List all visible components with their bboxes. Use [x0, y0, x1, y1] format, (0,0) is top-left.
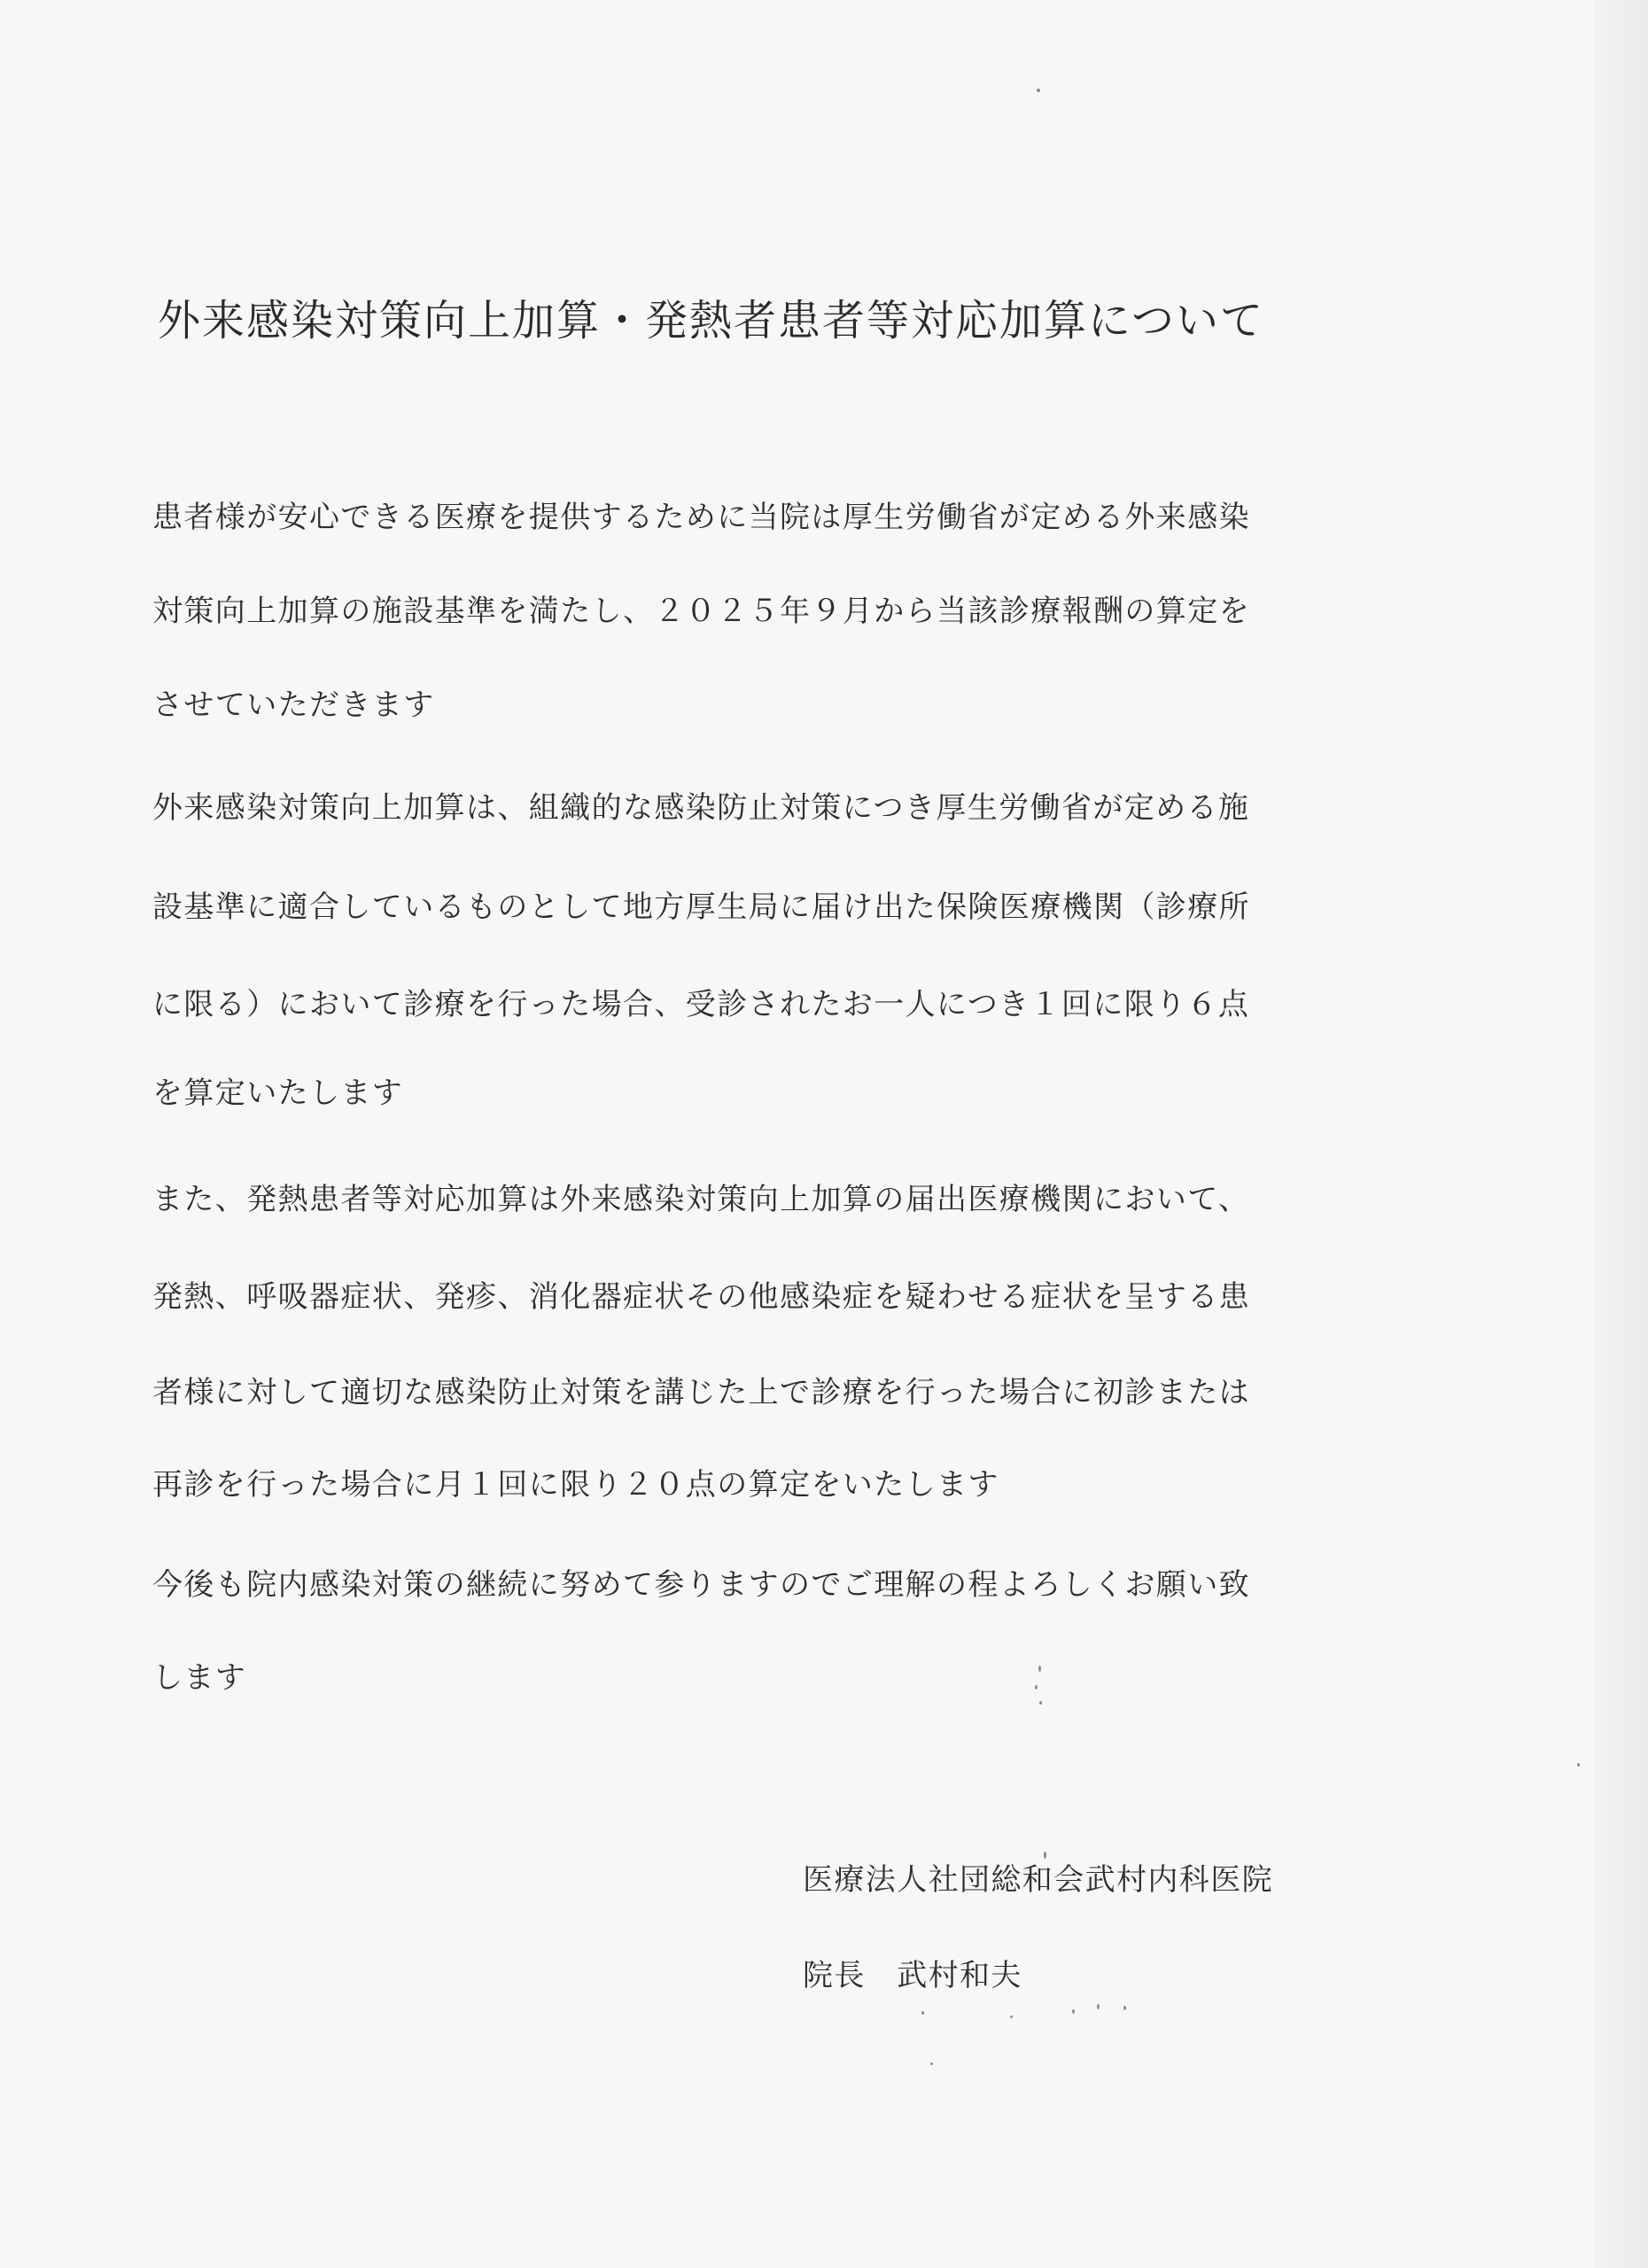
- scan-speck: [1123, 2006, 1126, 2010]
- body-line-1: 患者様が安心できる医療を提供するために当院は厚生労働省が定める外来感染: [152, 500, 1250, 535]
- scan-speck: [1035, 1685, 1038, 1689]
- body-line-6: に限る）において診療を行った場合、受診されたお一人につき１回に限り６点: [152, 987, 1250, 1022]
- scan-speck: [1037, 89, 1040, 92]
- body-line-7: を算定いたします: [152, 1076, 404, 1111]
- scan-speck: [1010, 2016, 1013, 2018]
- scan-speck: [1044, 1852, 1046, 1859]
- body-line-4: 外来感染対策向上加算は、組織的な感染防止対策につき厚生労働省が定める施: [152, 790, 1250, 826]
- body-line-9: 発熱、呼吸器症状、発疹、消化器症状その他感染症を疑わせる症状を呈する患: [152, 1279, 1250, 1315]
- scan-speck: [1039, 1701, 1042, 1705]
- scan-edge-shadow: [1595, 0, 1648, 2268]
- document-title: 外来感染対策向上加算・発熱者患者等対応加算について: [158, 296, 1265, 346]
- scan-speck: [1038, 1666, 1041, 1672]
- body-line-11: 再診を行った場合に月１回に限り２０点の算定をいたします: [152, 1467, 999, 1503]
- body-line-3: させていただきます: [152, 687, 435, 723]
- scan-speck: [921, 2011, 924, 2015]
- body-line-2: 対策向上加算の施設基準を満たし、２０２５年９月から当該診療報酬の算定を: [152, 594, 1250, 629]
- signature-director: 院長 武村和夫: [803, 1958, 1022, 1993]
- body-line-10: 者様に対して適切な感染防止対策を講じた上で診療を行った場合に初診または: [152, 1375, 1250, 1410]
- scan-speck: [1072, 2009, 1075, 2014]
- body-line-8: また、発熱患者等対応加算は外来感染対策向上加算の届出医療機関において、: [152, 1182, 1250, 1217]
- signature-organization: 医療法人社団総和会武村内科医院: [803, 1862, 1273, 1898]
- scan-speck: [1577, 1763, 1580, 1767]
- scan-speck: [1097, 2004, 1100, 2009]
- body-line-13: します: [152, 1660, 247, 1696]
- scan-speck: [930, 2062, 933, 2065]
- body-line-12: 今後も院内感染対策の継続に努めて参りますのでご理解の程よろしくお願い致: [152, 1567, 1250, 1603]
- body-line-5: 設基準に適合しているものとして地方厚生局に届け出た保険医療機関（診療所: [152, 889, 1250, 925]
